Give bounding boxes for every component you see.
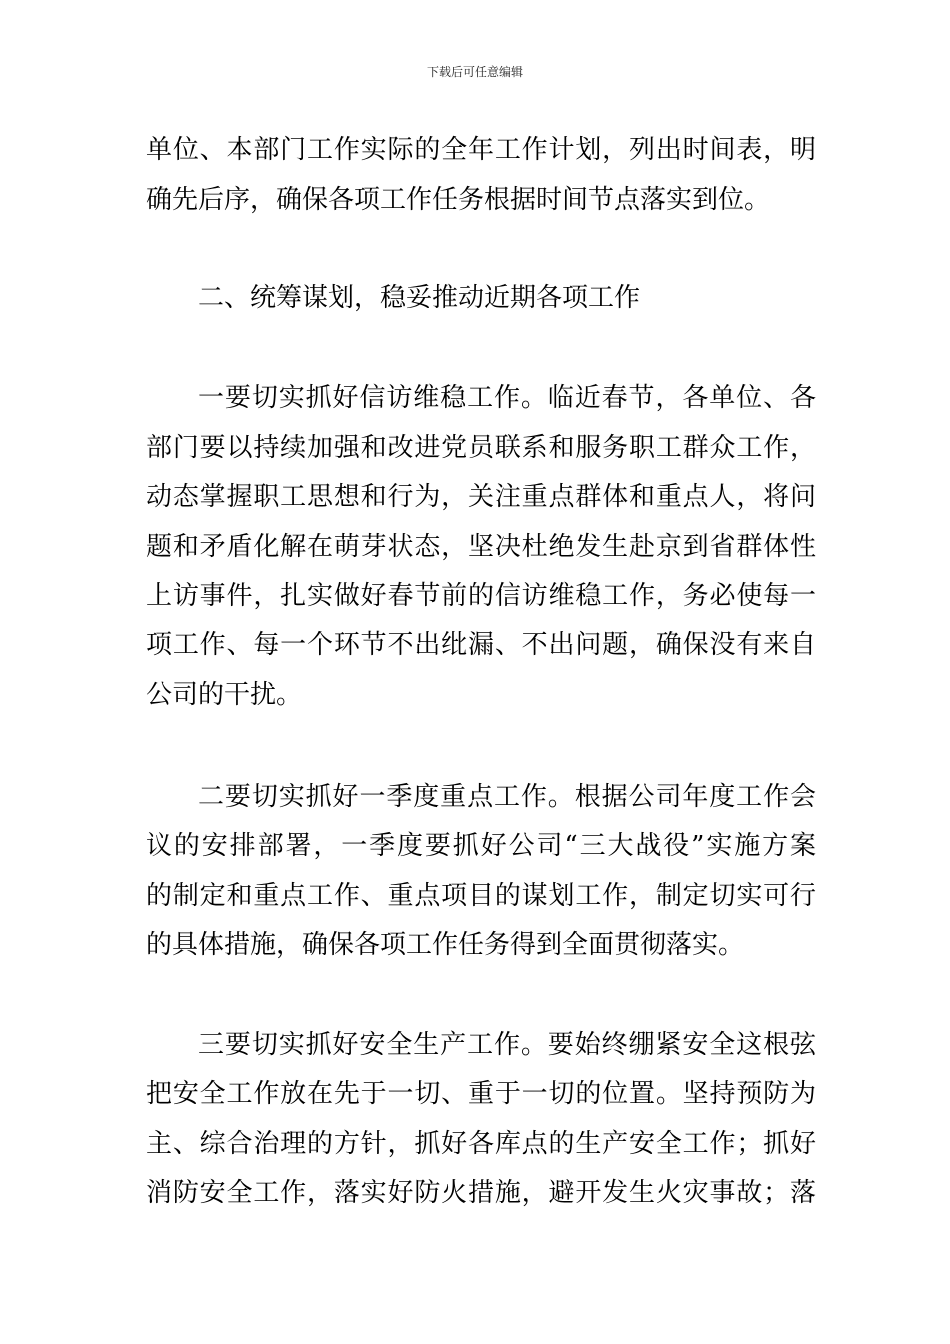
paragraph-5-line-3: 主、综合治理的方针，抓好各库点的生产安全工作；抓好 <box>146 1129 816 1159</box>
paragraph-4-line-1: 二要切实抓好一季度重点工作。根据公司年度工作会 <box>198 782 816 812</box>
paragraph-3-line-7: 公司的干扰。 <box>146 680 303 710</box>
paragraph-1-line-2: 确先后序，确保各项工作任务根据时间节点落实到位。 <box>146 185 771 215</box>
paragraph-4-line-2: 议的安排部署，一季度要抓好公司“三大战役”实施方案 <box>146 831 816 861</box>
paragraph-3-line-3: 动态掌握职工思想和行为，关注重点群体和重点人，将问 <box>146 482 816 512</box>
paragraph-3-line-6: 项工作、每一个环节不出纰漏、不出问题，确保没有来自 <box>146 630 816 660</box>
paragraph-5-line-2: 把安全工作放在先于一切、重于一切的位置。坚持预防为 <box>146 1079 816 1109</box>
paragraph-5-line-4: 消防安全工作，落实好防火措施，避开发生火灾事故；落 <box>146 1178 816 1208</box>
paragraph-4-line-4: 的具体措施，确保各项工作任务得到全面贯彻落实。 <box>146 930 745 960</box>
paragraph-1-line-1: 单位、本部门工作实际的全年工作计划，列出时间表，明 <box>146 135 816 165</box>
paragraph-4-line-3: 的制定和重点工作、重点项目的谋划工作，制定切实可行 <box>146 881 816 911</box>
paragraph-3-line-2: 部门要以持续加强和改进党员联系和服务职工群众工作， <box>146 433 816 463</box>
paragraph-3-line-4: 题和矛盾化解在萌芽状态，坚决杜绝发生赴京到省群体性 <box>146 532 816 562</box>
paragraph-5-line-1: 三要切实抓好安全生产工作。要始终绷紧安全这根弦 <box>198 1030 816 1060</box>
page-header-note: 下载后可任意编辑 <box>426 65 523 79</box>
paragraph-3-line-1: 一要切实抓好信访维稳工作。临近春节，各单位、各 <box>198 383 816 413</box>
section-heading: 二、统筹谋划，稳妥推动近期各项工作 <box>198 283 641 313</box>
paragraph-3-line-5: 上访事件，扎实做好春节前的信访维稳工作，务必使每一 <box>146 581 816 611</box>
